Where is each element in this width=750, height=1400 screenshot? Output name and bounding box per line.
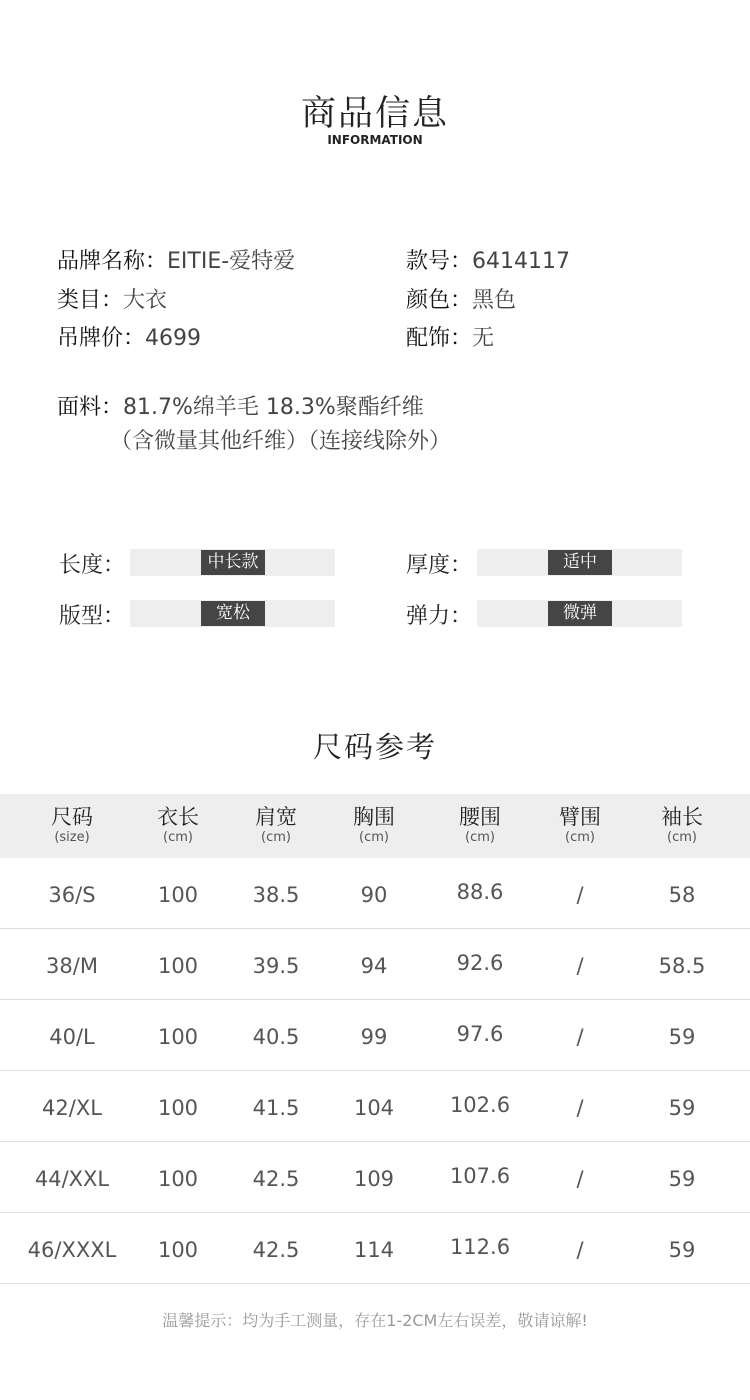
cell-chest: 104 bbox=[353, 1096, 395, 1120]
cell-length: 100 bbox=[157, 954, 199, 978]
cell-sleeve: 59 bbox=[668, 1096, 696, 1120]
measurement-note: 温馨提示：均为手工测量，存在1-2CM左右误差，敬请谅解! bbox=[162, 1311, 588, 1330]
style-number-label: 款号： bbox=[406, 249, 473, 274]
length-chip: 中长款 bbox=[201, 550, 265, 575]
cell-sleeve: 59 bbox=[668, 1238, 696, 1262]
cell-sleeve: 59 bbox=[668, 1025, 696, 1049]
cell-shoulder: 40.5 bbox=[252, 1025, 300, 1049]
cell-arm: / bbox=[576, 954, 584, 978]
cell-arm: / bbox=[576, 883, 584, 907]
table-row bbox=[0, 1000, 750, 1071]
cell-waist: 97.6 bbox=[456, 1022, 504, 1046]
cell-arm: / bbox=[576, 1167, 584, 1191]
column-header-arm: 臂围 (cm) bbox=[559, 805, 601, 845]
fit-chip: 宽松 bbox=[201, 601, 265, 626]
cell-size: 42/XL bbox=[42, 1096, 102, 1120]
size-table-header bbox=[0, 794, 750, 858]
page-title: 商品信息 bbox=[300, 94, 449, 134]
fit-label: 版型： bbox=[59, 604, 126, 629]
cell-waist: 112.6 bbox=[449, 1235, 511, 1259]
table-row bbox=[0, 929, 750, 1000]
color-value: 黑色 bbox=[472, 288, 517, 313]
cell-chest: 109 bbox=[353, 1167, 395, 1191]
category-label: 类目： bbox=[57, 288, 124, 313]
length-label: 长度： bbox=[59, 553, 126, 578]
cell-size: 36/S bbox=[48, 883, 96, 907]
cell-size: 40/L bbox=[49, 1025, 95, 1049]
table-row bbox=[0, 1071, 750, 1142]
column-header-chest: 胸围 (cm) bbox=[353, 805, 395, 845]
cell-sleeve: 59 bbox=[668, 1167, 696, 1191]
thickness-label: 厚度： bbox=[406, 553, 473, 578]
cell-shoulder: 41.5 bbox=[252, 1096, 300, 1120]
style-number-row bbox=[406, 244, 570, 275]
fabric-label: 面料： bbox=[57, 395, 124, 420]
cell-sleeve: 58 bbox=[668, 883, 696, 907]
size-section-title: 尺码参考 bbox=[312, 730, 437, 764]
cell-length: 100 bbox=[157, 883, 199, 907]
cell-shoulder: 39.5 bbox=[252, 954, 300, 978]
cell-length: 100 bbox=[157, 1238, 199, 1262]
cell-length: 100 bbox=[157, 1025, 199, 1049]
accessory-value: 无 bbox=[472, 326, 495, 351]
cell-size: 44/XXL bbox=[34, 1167, 110, 1191]
cell-chest: 114 bbox=[353, 1238, 395, 1262]
cell-shoulder: 42.5 bbox=[252, 1167, 300, 1191]
cell-sleeve: 58.5 bbox=[658, 954, 706, 978]
category-value: 大衣 bbox=[123, 288, 168, 313]
column-header-shoulder: 肩宽 (cm) bbox=[255, 805, 297, 845]
brand-row bbox=[57, 244, 295, 275]
price-value: 4699 bbox=[145, 326, 202, 351]
cell-length: 100 bbox=[157, 1096, 199, 1120]
accessory-row bbox=[406, 321, 494, 352]
column-header-sleeve: 袖长 (cm) bbox=[661, 805, 703, 845]
cell-waist: 102.6 bbox=[449, 1093, 511, 1117]
cell-chest: 94 bbox=[360, 954, 388, 978]
cell-shoulder: 38.5 bbox=[252, 883, 300, 907]
style-number-value: 6414117 bbox=[472, 249, 570, 274]
elasticity-chip: 微弹 bbox=[548, 601, 612, 626]
fabric-note: （含微量其他纤维）（连接线除外） bbox=[110, 429, 452, 454]
accessory-label: 配饰： bbox=[406, 326, 473, 351]
table-row bbox=[0, 858, 750, 929]
cell-shoulder: 42.5 bbox=[252, 1238, 300, 1262]
table-row bbox=[0, 1142, 750, 1213]
brand-value: EITIE-爱特爱 bbox=[167, 249, 296, 274]
table-row bbox=[0, 1213, 750, 1284]
cell-arm: / bbox=[576, 1238, 584, 1262]
brand-label: 品牌名称： bbox=[57, 249, 168, 274]
cell-chest: 90 bbox=[360, 883, 388, 907]
size-table bbox=[0, 794, 750, 1284]
cell-size: 46/XXXL bbox=[27, 1238, 117, 1262]
cell-length: 100 bbox=[157, 1167, 199, 1191]
fabric-row bbox=[57, 390, 424, 421]
cell-arm: / bbox=[576, 1096, 584, 1120]
elasticity-label: 弹力： bbox=[406, 604, 473, 629]
cell-waist: 88.6 bbox=[456, 880, 504, 904]
column-header-length: 衣长 (cm) bbox=[157, 805, 199, 845]
cell-waist: 92.6 bbox=[456, 951, 504, 975]
color-label: 颜色： bbox=[406, 288, 473, 313]
color-row bbox=[406, 283, 516, 314]
thickness-chip: 适中 bbox=[548, 550, 612, 575]
page-subtitle: INFORMATION bbox=[327, 133, 423, 147]
category-row bbox=[57, 283, 167, 314]
cell-arm: / bbox=[576, 1025, 584, 1049]
price-row bbox=[57, 321, 201, 352]
fabric-value: 81.7%绵羊毛 18.3%聚酯纤维 bbox=[123, 395, 424, 420]
column-header-size: 尺码 (size) bbox=[51, 805, 93, 845]
cell-size: 38/M bbox=[46, 954, 98, 978]
cell-waist: 107.6 bbox=[449, 1164, 511, 1188]
price-label: 吊牌价： bbox=[57, 326, 146, 351]
column-header-waist: 腰围 (cm) bbox=[459, 805, 501, 845]
cell-chest: 99 bbox=[360, 1025, 388, 1049]
